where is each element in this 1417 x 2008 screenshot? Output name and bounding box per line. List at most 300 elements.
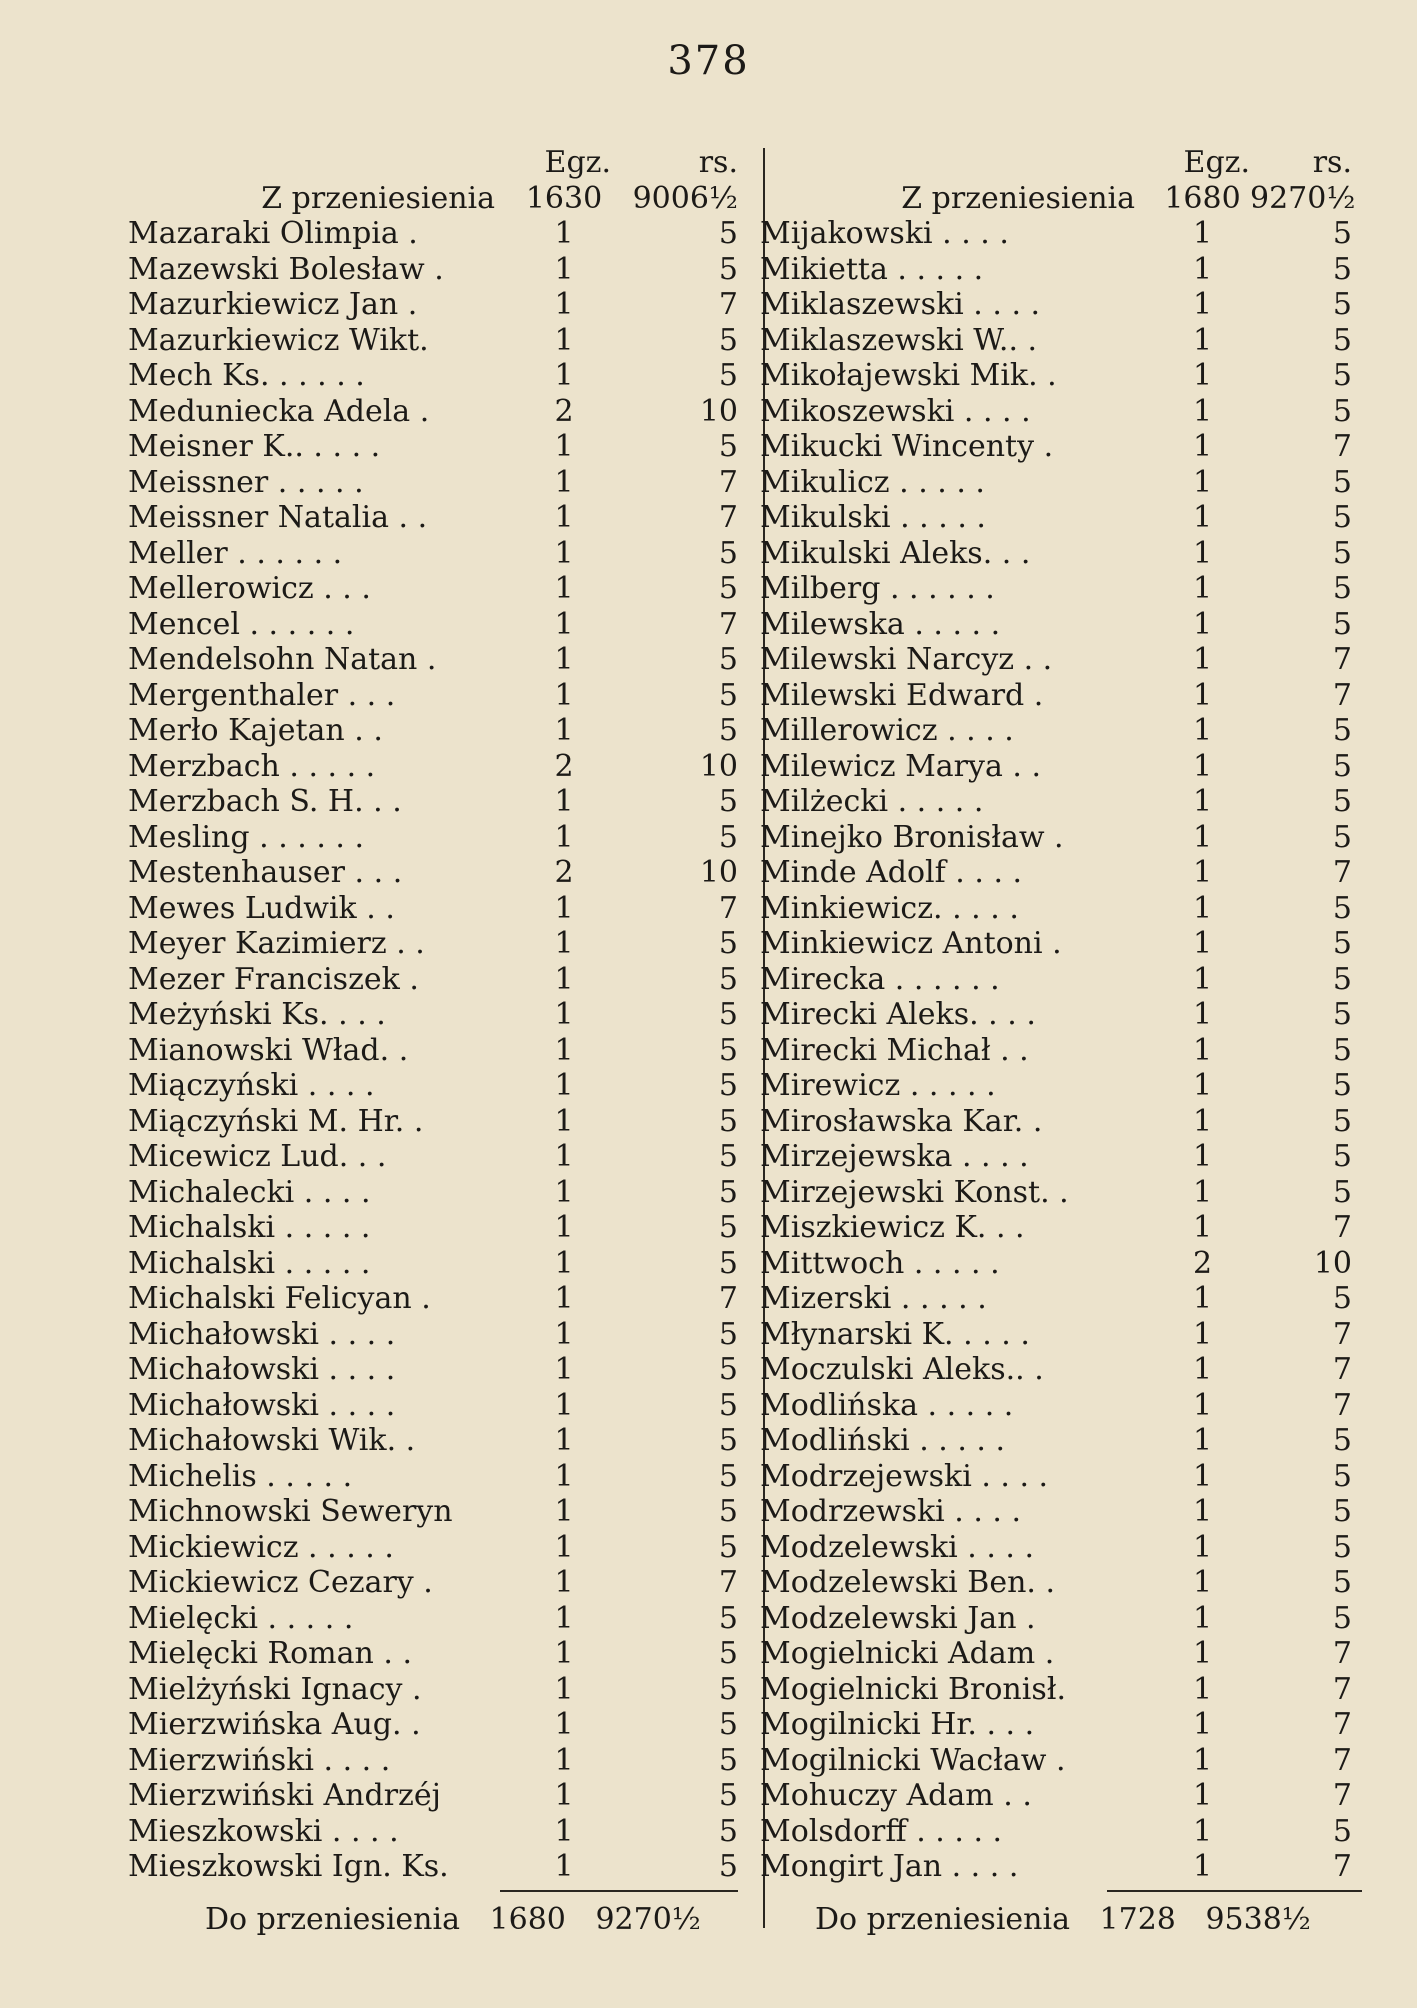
list-item (128, 287, 748, 323)
list-item (760, 1175, 1360, 1211)
entry-rs: 5 (1332, 961, 1352, 997)
list-item (760, 1033, 1360, 1069)
list-item (760, 1636, 1360, 1672)
entry-rs: 5 (718, 322, 738, 358)
entry-rs: 7 (1332, 642, 1352, 677)
entry-name: Mazaraki Olimpia . (128, 216, 418, 251)
entry-egz: 1 (554, 1849, 574, 1884)
entry-name: Michnowski Seweryn (128, 1494, 453, 1529)
entry-egz: 1 (1192, 1742, 1213, 1778)
entry-name: Mierzwiński . . . . (128, 1742, 391, 1778)
entry-name: Merzbach S. H. . . (128, 784, 402, 819)
entry-name: Mazurkiewicz Jan . (128, 287, 418, 322)
entry-rs: 5 (718, 1458, 738, 1494)
list-item (128, 1636, 748, 1672)
entry-name: Mohuczy Adam . . (760, 1778, 1032, 1813)
list-item (128, 784, 748, 820)
list-item (128, 1814, 748, 1850)
entry-name: Merzbach . . . . . (128, 748, 376, 784)
entry-name: Milewski Edward . (760, 677, 1044, 713)
carry-in-row (760, 181, 1360, 217)
entry-rs: 5 (718, 1636, 738, 1671)
carry-out-rs: 9538½ (1205, 1902, 1311, 1937)
right-entry-list (760, 216, 1360, 1885)
carry-in-egz: 1680 (1164, 180, 1241, 216)
list-item (128, 1246, 748, 1282)
entry-rs: 5 (1332, 322, 1352, 358)
entry-name: Moczulski Aleks.. . (760, 1352, 1044, 1387)
entry-egz: 1 (554, 926, 574, 961)
entry-rs: 10 (699, 748, 738, 784)
list-item (128, 1565, 748, 1601)
list-item (760, 1317, 1360, 1353)
entry-egz: 1 (1192, 322, 1213, 358)
entry-egz: 1 (1192, 287, 1213, 322)
list-item (128, 1317, 748, 1353)
entry-name: Minkiewicz Antoni . (760, 926, 1062, 961)
entry-egz: 1 (554, 1778, 574, 1813)
entry-egz: 1 (1192, 1813, 1213, 1849)
entry-name: Merło Kajetan . . (128, 713, 383, 748)
entry-rs: 7 (1332, 1849, 1352, 1884)
entry-name: Miączyński . . . . (128, 1068, 375, 1103)
entry-rs: 5 (718, 535, 738, 571)
entry-rs: 5 (718, 1139, 738, 1174)
entry-rs: 5 (718, 1032, 738, 1068)
entry-name: Meżyński Ks. . . . (128, 997, 386, 1032)
entry-name: Meissner . . . . . (128, 464, 364, 500)
entry-name: Minejko Bronisław . (760, 819, 1064, 855)
page-number: 378 (667, 38, 750, 84)
entry-rs: 5 (718, 677, 738, 713)
entry-rs: 5 (718, 1494, 738, 1529)
list-item (760, 926, 1360, 962)
entry-name: Micewicz Lud. . . (128, 1139, 387, 1174)
entry-egz: 1 (554, 1103, 574, 1139)
entry-name: Mikietta . . . . . (760, 251, 984, 287)
entry-name: Meissner Natalia . . (128, 500, 428, 535)
entry-rs: 5 (718, 997, 738, 1032)
list-item (128, 252, 748, 288)
entry-rs: 5 (718, 1671, 738, 1707)
entry-rs: 5 (1332, 287, 1352, 322)
entry-egz: 1 (554, 677, 574, 713)
entry-name: Mezer Franciszek . (128, 961, 419, 997)
list-item (128, 1068, 748, 1104)
list-item (128, 1210, 748, 1246)
entry-name: Meisner K.. . . . . (128, 429, 381, 464)
entry-rs: 5 (1332, 1139, 1352, 1174)
entry-rs: 5 (718, 1707, 738, 1742)
entry-name: Modlińska . . . . . (760, 1387, 1014, 1423)
entry-name: Mech Ks. . . . . . (128, 358, 365, 393)
list-item (128, 1601, 748, 1637)
entry-name: Mirewicz . . . . . (760, 1068, 996, 1103)
entry-egz: 1 (1192, 642, 1213, 677)
entry-name: Minkiewicz. . . . . (760, 890, 1019, 926)
entry-rs: 5 (718, 1813, 738, 1849)
entry-rs: 10 (699, 393, 738, 429)
entry-rs: 7 (718, 1565, 738, 1600)
list-item (760, 1068, 1360, 1104)
entry-egz: 1 (554, 429, 574, 464)
list-item (760, 429, 1360, 465)
right-column (760, 145, 1360, 1885)
entry-rs: 7 (718, 890, 738, 926)
list-item (128, 1707, 748, 1743)
carry-out-label: Do przeniesienia (815, 1902, 1070, 1937)
entry-egz: 1 (554, 890, 574, 926)
list-item (760, 820, 1360, 856)
entry-rs: 7 (1332, 855, 1352, 890)
list-item (128, 1033, 748, 1069)
entry-egz: 1 (1192, 1032, 1213, 1068)
entry-name: Michałowski . . . . (128, 1352, 396, 1387)
entry-egz: 1 (554, 251, 574, 287)
list-item (760, 607, 1360, 643)
list-item (760, 678, 1360, 714)
entry-name: Minde Adolf . . . . (760, 855, 1023, 890)
entry-egz: 1 (1192, 1849, 1213, 1884)
entry-egz: 1 (554, 1529, 574, 1565)
entry-name: Modrzewski . . . . (760, 1494, 1022, 1529)
entry-egz: 1 (554, 1174, 574, 1210)
entry-name: Miklaszewski . . . . (760, 287, 1041, 322)
entry-name: Modzelewski . . . . (760, 1529, 1035, 1565)
list-item (760, 1494, 1360, 1530)
list-item (760, 891, 1360, 927)
entry-name: Michałowski . . . . (128, 1387, 396, 1423)
entry-rs: 5 (1332, 713, 1352, 748)
entry-rs: 5 (718, 1068, 738, 1103)
list-item (760, 1743, 1360, 1779)
entry-rs: 5 (718, 713, 738, 748)
entry-name: Millerowicz . . . . (760, 713, 1014, 748)
entry-rs: 5 (718, 1245, 738, 1281)
entry-name: Mirecka . . . . . . (760, 961, 1000, 997)
entry-rs: 7 (1332, 1742, 1352, 1778)
entry-egz: 1 (554, 819, 574, 855)
entry-name: Milewska . . . . . (760, 606, 1001, 642)
list-item (760, 1814, 1360, 1850)
entry-egz: 1 (1192, 535, 1213, 571)
entry-name: Milewski Narcyz . . (760, 642, 1053, 677)
entry-rs: 5 (718, 1352, 738, 1387)
entry-egz: 1 (1192, 819, 1213, 855)
entry-egz: 1 (554, 216, 574, 251)
entry-egz: 1 (554, 1032, 574, 1068)
entry-egz: 1 (554, 1316, 574, 1352)
entry-egz: 1 (1192, 1210, 1213, 1245)
list-item (760, 1104, 1360, 1140)
entry-name: Mogielnicki Bronisł. (760, 1671, 1066, 1707)
entry-name: Mogilnicki Hr. . . . (760, 1707, 1035, 1742)
entry-name: Mittwoch . . . . . (760, 1245, 1000, 1281)
entry-name: Mongirt Jan . . . . (760, 1849, 1019, 1884)
list-item (128, 1672, 748, 1708)
list-item (128, 820, 748, 856)
entry-egz: 1 (554, 535, 574, 571)
entry-name: Mikulicz . . . . . (760, 464, 985, 500)
list-item (128, 1423, 748, 1459)
entry-name: Mendelsohn Natan . (128, 642, 437, 677)
entry-egz: 1 (554, 1813, 574, 1849)
entry-name: Mickiewicz . . . . . (128, 1529, 394, 1565)
entry-egz: 1 (1192, 926, 1213, 961)
entry-rs: 10 (1313, 1245, 1352, 1281)
entry-rs: 10 (699, 855, 738, 890)
list-item (760, 749, 1360, 785)
entry-rs: 7 (718, 1281, 738, 1316)
entry-name: Mogilnicki Wacław . (760, 1742, 1066, 1778)
entry-name: Mikołajewski Mik. . (760, 358, 1057, 393)
entry-egz: 1 (1192, 1103, 1213, 1139)
entry-egz: 1 (1192, 1139, 1213, 1174)
entry-egz: 2 (1192, 1245, 1213, 1281)
list-item (128, 1139, 748, 1175)
header-egz: Egz. (1183, 145, 1250, 180)
entry-rs: 5 (718, 1103, 738, 1139)
entry-name: Modrzejewski . . . . (760, 1458, 1049, 1494)
list-item (760, 1849, 1360, 1885)
entry-name: Mirzejewski Konst. . (760, 1174, 1069, 1210)
list-item (760, 216, 1360, 252)
list-item (128, 571, 748, 607)
carry-out-row (815, 1902, 1311, 1937)
entry-rs: 5 (1332, 216, 1352, 251)
list-item (760, 1352, 1360, 1388)
list-item (128, 323, 748, 359)
entry-rs: 5 (718, 784, 738, 819)
list-item (128, 749, 748, 785)
entry-egz: 1 (1192, 1068, 1213, 1103)
entry-rs: 5 (718, 358, 738, 393)
entry-name: Mogielnicki Adam . (760, 1636, 1055, 1671)
entry-egz: 1 (1192, 1316, 1213, 1352)
list-item (128, 1459, 748, 1495)
list-item (760, 1459, 1360, 1495)
list-item (128, 394, 748, 430)
entry-egz: 1 (1192, 464, 1213, 500)
entry-egz: 1 (1192, 1529, 1213, 1565)
entry-rs: 5 (1332, 1529, 1352, 1565)
list-item (760, 1210, 1360, 1246)
header-rs: rs. (1312, 145, 1352, 180)
entry-egz: 1 (554, 1352, 574, 1387)
entry-name: Michałowski . . . . (128, 1316, 396, 1352)
entry-rs: 5 (718, 429, 738, 464)
entry-egz: 1 (554, 1281, 574, 1316)
entry-egz: 1 (1192, 1671, 1213, 1707)
entry-egz: 1 (1192, 429, 1213, 464)
entry-rs: 5 (1332, 748, 1352, 784)
entry-rs: 5 (718, 1742, 738, 1778)
entry-rs: 5 (718, 926, 738, 961)
entry-rs: 7 (1332, 1707, 1352, 1742)
header-egz: Egz. (544, 145, 611, 180)
list-item (128, 891, 748, 927)
list-item (128, 962, 748, 998)
list-item (128, 1281, 748, 1317)
entry-name: Modliński . . . . . (760, 1423, 1006, 1458)
entry-rs: 5 (718, 1529, 738, 1565)
list-item (128, 713, 748, 749)
entry-egz: 1 (554, 1565, 574, 1600)
list-item (128, 1494, 748, 1530)
entry-egz: 1 (554, 571, 574, 606)
entry-rs: 5 (1332, 997, 1352, 1032)
carry-out-label: Do przeniesienia (205, 1902, 460, 1937)
carry-in-row (128, 181, 748, 217)
entry-egz: 1 (1192, 1636, 1213, 1671)
entry-rs: 7 (1332, 1387, 1352, 1423)
entry-egz: 1 (554, 464, 574, 500)
entry-name: Mickiewicz Cezary . (128, 1565, 433, 1600)
entry-rs: 5 (1332, 1458, 1352, 1494)
list-item (760, 713, 1360, 749)
entry-name: Mikulski Aleks. . . (760, 535, 1031, 571)
entry-rs: 7 (718, 606, 738, 642)
list-item (760, 536, 1360, 572)
column-header (760, 145, 1360, 181)
list-item (128, 1175, 748, 1211)
list-item (760, 252, 1360, 288)
entry-rs: 7 (1332, 1352, 1352, 1387)
entry-rs: 5 (718, 642, 738, 677)
entry-egz: 1 (554, 1458, 574, 1494)
carry-out-egz: 1728 (1099, 1902, 1176, 1937)
entry-rs: 5 (718, 1423, 738, 1458)
list-item (760, 1139, 1360, 1175)
entry-name: Michalski . . . . . (128, 1245, 371, 1281)
entry-rs: 5 (1332, 926, 1352, 961)
entry-name: Michelis . . . . . (128, 1458, 353, 1494)
entry-name: Mazewski Bolesław . (128, 251, 444, 287)
entry-egz: 1 (1192, 997, 1213, 1032)
list-item (128, 1104, 748, 1140)
entry-rs: 5 (1332, 1281, 1352, 1316)
column-header (128, 145, 748, 181)
entry-rs: 5 (1332, 1032, 1352, 1068)
entry-egz: 1 (1192, 1281, 1213, 1316)
entry-egz: 1 (1192, 216, 1213, 251)
entry-rs: 5 (718, 571, 738, 606)
entry-egz: 1 (1192, 677, 1213, 713)
entry-rs: 5 (718, 1387, 738, 1423)
list-item (128, 1352, 748, 1388)
entry-egz: 1 (554, 997, 574, 1032)
entry-rs: 5 (1332, 606, 1352, 642)
entry-name: Mieszkowski Ign. Ks. (128, 1849, 449, 1884)
entry-rs: 5 (718, 1778, 738, 1813)
list-item (760, 394, 1360, 430)
entry-rs: 5 (1332, 1068, 1352, 1103)
list-item (128, 855, 748, 891)
entry-egz: 1 (554, 606, 574, 642)
entry-name: Mestenhauser . . . (128, 855, 403, 890)
entry-rs: 7 (718, 500, 738, 535)
entry-egz: 1 (1192, 1600, 1213, 1636)
entry-egz: 1 (1192, 358, 1213, 393)
list-item (128, 642, 748, 678)
entry-rs: 5 (1332, 464, 1352, 500)
entry-rs: 5 (718, 216, 738, 251)
list-item (760, 500, 1360, 536)
entry-egz: 1 (554, 358, 574, 393)
entry-egz: 1 (1192, 1565, 1213, 1600)
list-item (760, 1778, 1360, 1814)
entry-rs: 5 (1332, 1494, 1352, 1529)
entry-rs: 7 (718, 464, 738, 500)
list-item (760, 784, 1360, 820)
entry-rs: 7 (718, 287, 738, 322)
entry-egz: 1 (554, 713, 574, 748)
entry-egz: 1 (554, 1387, 574, 1423)
entry-egz: 1 (554, 784, 574, 819)
entry-egz: 1 (1192, 393, 1213, 429)
entry-egz: 1 (554, 1245, 574, 1281)
entry-rs: 5 (1332, 251, 1352, 287)
list-item (760, 465, 1360, 501)
entry-rs: 7 (1332, 677, 1352, 713)
entry-name: Mazurkiewicz Wikt. (128, 322, 429, 358)
total-rule (500, 1890, 738, 1892)
entry-egz: 1 (554, 642, 574, 677)
list-item (760, 1388, 1360, 1424)
list-item (760, 642, 1360, 678)
entry-name: Milewicz Marya . . (760, 748, 1042, 784)
entry-egz: 1 (554, 1423, 574, 1458)
entry-rs: 5 (718, 1600, 738, 1636)
carry-in-rs: 9270½ (1250, 180, 1356, 216)
list-item (128, 607, 748, 643)
entry-rs: 5 (718, 1174, 738, 1210)
entry-name: Mijakowski . . . . (760, 216, 1009, 251)
entry-name: Mikulski . . . . . (760, 500, 986, 535)
entry-rs: 5 (1332, 535, 1352, 571)
carry-out-rs: 9270½ (595, 1902, 701, 1937)
entry-egz: 1 (1192, 890, 1213, 926)
entry-rs: 5 (1332, 393, 1352, 429)
list-item (760, 1423, 1360, 1459)
entry-name: Mirosławska Kar. . (760, 1103, 1043, 1139)
entry-rs: 5 (1332, 1174, 1352, 1210)
entry-rs: 7 (1332, 1671, 1352, 1707)
entry-name: Mierzwińska Aug. . (128, 1707, 421, 1742)
entry-egz: 1 (1192, 713, 1213, 748)
entry-rs: 7 (1332, 1636, 1352, 1671)
entry-rs: 5 (1332, 819, 1352, 855)
entry-egz: 1 (1192, 1778, 1213, 1813)
list-item (760, 1601, 1360, 1637)
list-item (128, 997, 748, 1033)
entry-rs: 5 (1332, 1600, 1352, 1636)
entry-rs: 5 (1332, 1103, 1352, 1139)
entry-egz: 2 (554, 748, 574, 784)
total-rule (1107, 1890, 1362, 1892)
entry-rs: 5 (1332, 1813, 1352, 1849)
entry-egz: 1 (1192, 1423, 1213, 1458)
entry-rs: 5 (718, 251, 738, 287)
list-item (760, 962, 1360, 998)
entry-name: Meduniecka Adela . (128, 393, 430, 429)
header-rs: rs. (698, 145, 738, 180)
entry-rs: 5 (1332, 784, 1352, 819)
entry-egz: 1 (1192, 1387, 1213, 1423)
entry-egz: 1 (1192, 1707, 1213, 1742)
entry-egz: 1 (554, 1210, 574, 1245)
entry-name: Modzelewski Jan . (760, 1600, 1036, 1636)
